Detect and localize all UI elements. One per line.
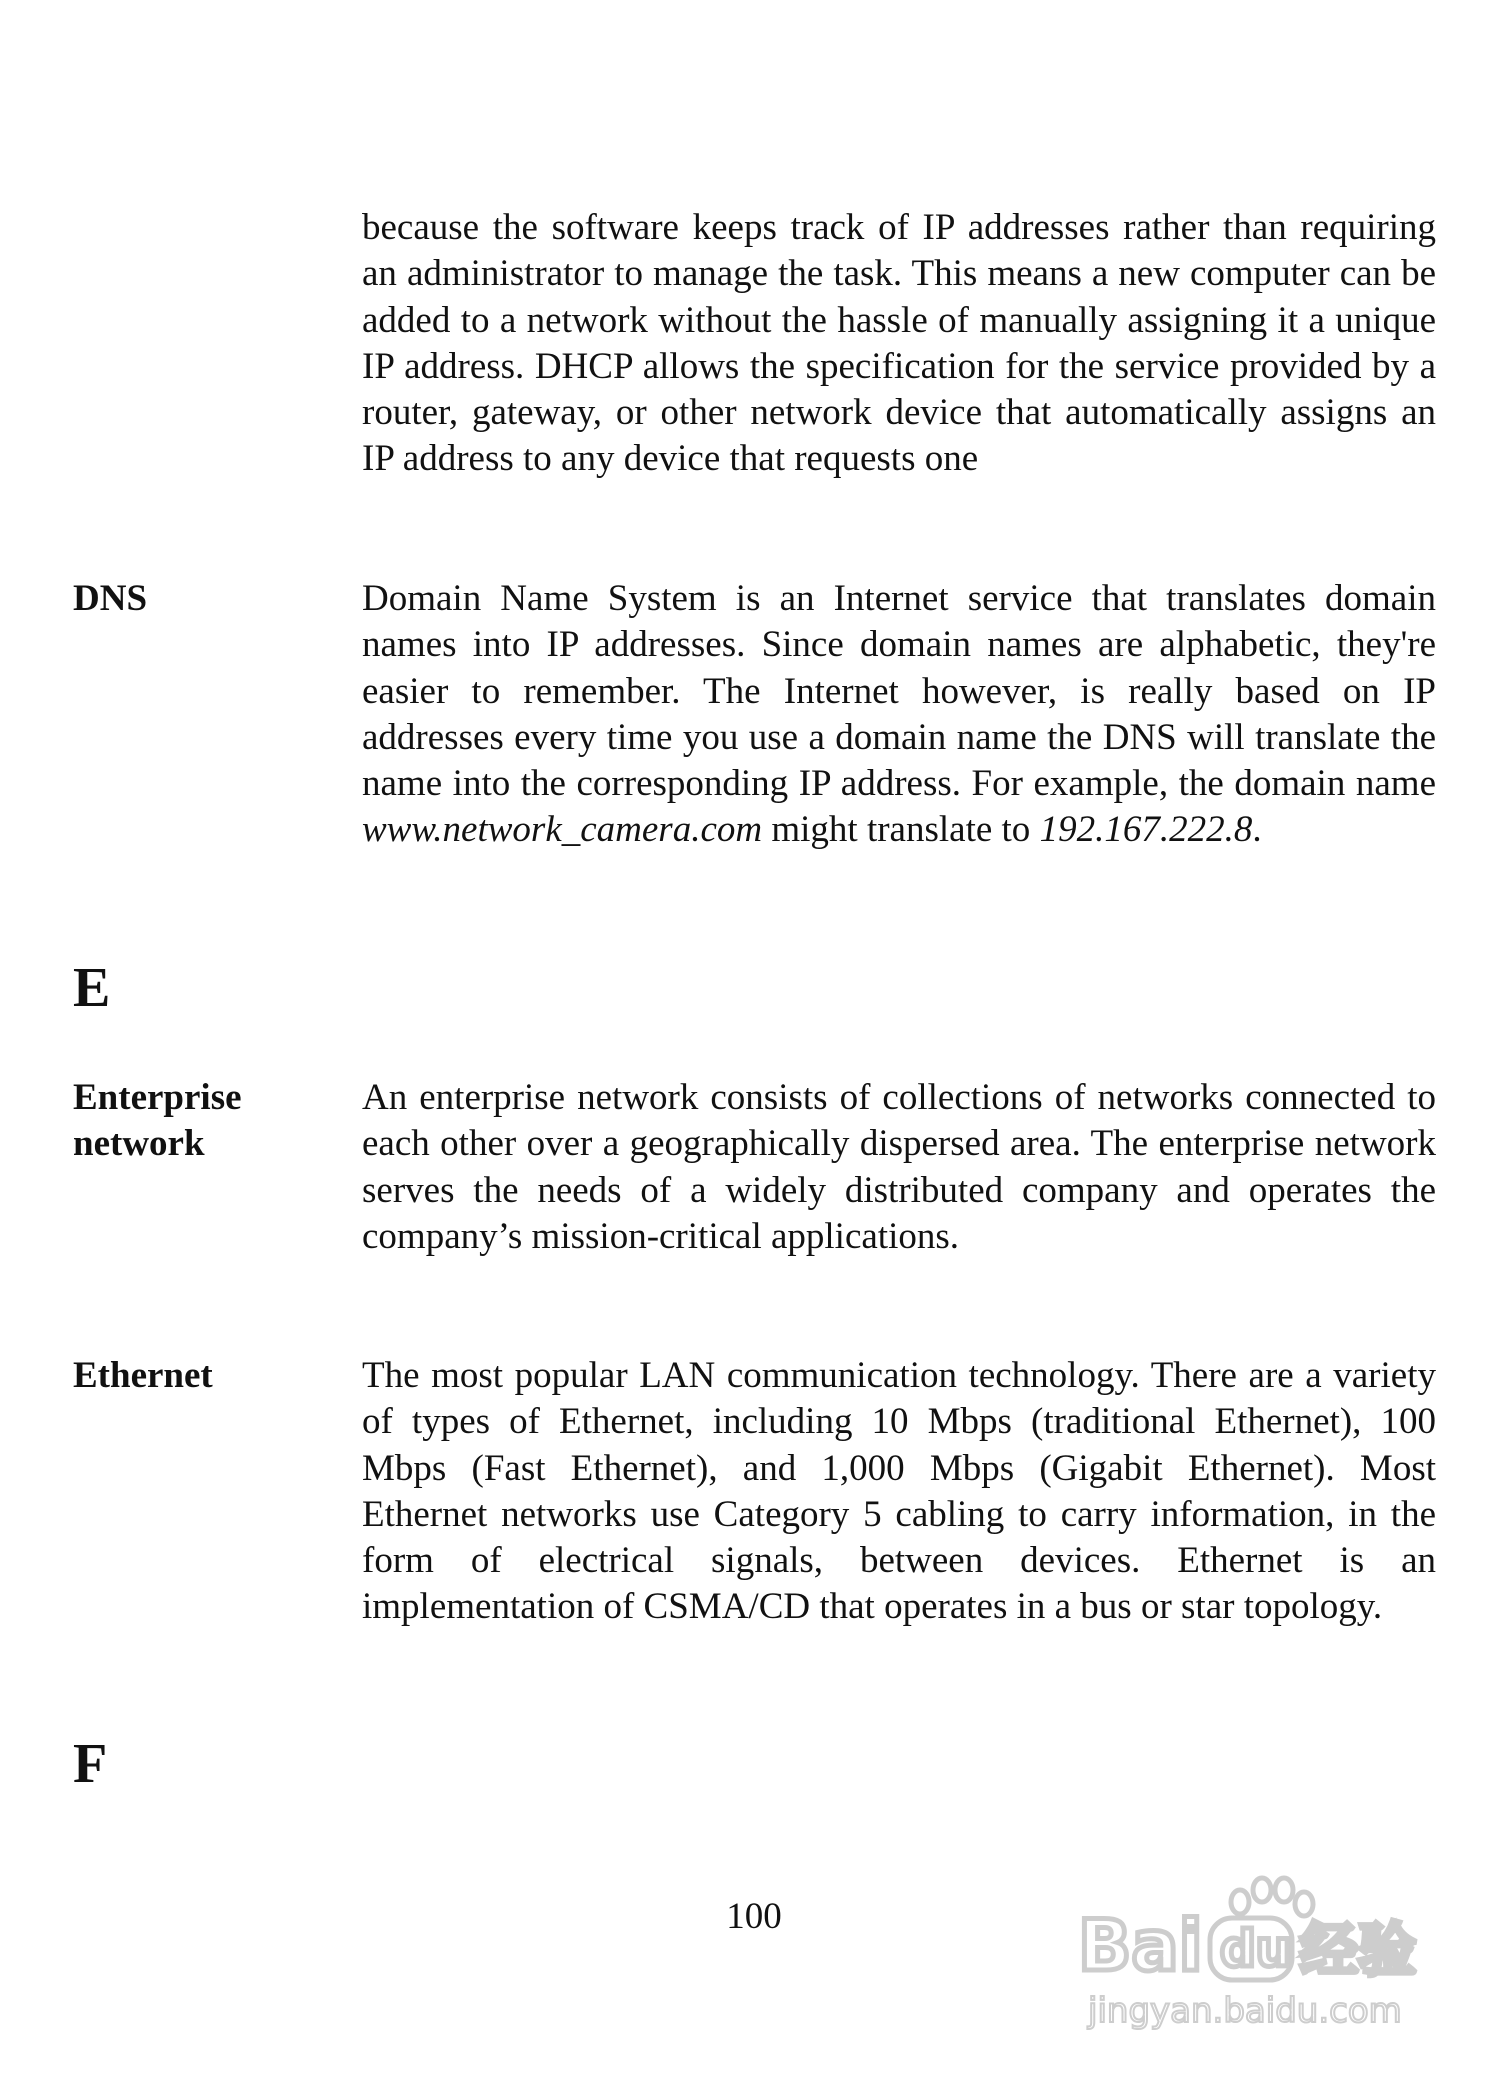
- paw-logo-icon: [1231, 1878, 1313, 1916]
- dhcp-definition-continuation: because the software keeps track of IP addresses rather than requiring an administrator to manage the task. This means a new computer can be added to a network without the hassle of manually assigning it a unique IP address. DHCP allows the specification for the service provided by a router, gateway, or other network device that automatically assigns an IP address to any device that requests one: [362, 207, 1436, 480]
- definition-ethernet: The most popular LAN communication technology. There are a variety of types of Ethernet, including 10 Mbps (traditional Ethernet), 100 Mbps (Fast Ethernet), and 1,000 Mbps (Gigabit Ethernet). Most Ethernet networks use Category 5 cabling to carry information, in the form of electrical signals, between devices. Ethernet is an implementation of CSMA/CD that operates in a bus or star topology.: [362, 1355, 1436, 1628]
- definition-enterprise-network: An enterprise network consists of collections of networks connected to each other over a geographically dispersed area. The enterprise network serves the needs of a widely distributed company and operates the company’s mission-critical applications.: [362, 1077, 1436, 1257]
- section-letter-f: F: [73, 1733, 108, 1795]
- watermark-brand: Bai: [1078, 1905, 1203, 1987]
- watermark-du-text: du: [1220, 1920, 1292, 1978]
- watermark-jingyan-cn: 经验: [1300, 1916, 1417, 1984]
- example-domain: www.network_camera.com: [362, 809, 763, 851]
- definition-dns-text: Domain Name System is an Internet service that translates domain names into IP addresses. Since domain names are alphabetic, they're easier to remember. The Internet however, is really based on IP addresses every time you use a domain name the DNS will translate the name into the corresponding IP address. For example, the domain name: [362, 578, 1436, 805]
- definition-dns-end: .: [1252, 809, 1262, 851]
- term-dns: DNS: [73, 578, 148, 619]
- example-ip: 192.167.222.8: [1039, 809, 1253, 851]
- term-ethernet: Ethernet: [73, 1355, 213, 1396]
- watermark-url: jingyan.baidu.com: [1088, 1991, 1402, 2030]
- term-enterprise-line1: Enterprise: [73, 1077, 242, 1118]
- definition-dns: [362, 576, 1436, 854]
- term-enterprise-line2: network: [73, 1123, 205, 1164]
- section-letter-e: E: [73, 957, 111, 1019]
- page-number: 100: [726, 1896, 782, 1937]
- definition-dns-mid: might translate to: [762, 809, 1040, 851]
- baidu-jingyan-watermark: [1070, 1860, 1450, 2030]
- term-enterprise-network: [73, 1075, 353, 1167]
